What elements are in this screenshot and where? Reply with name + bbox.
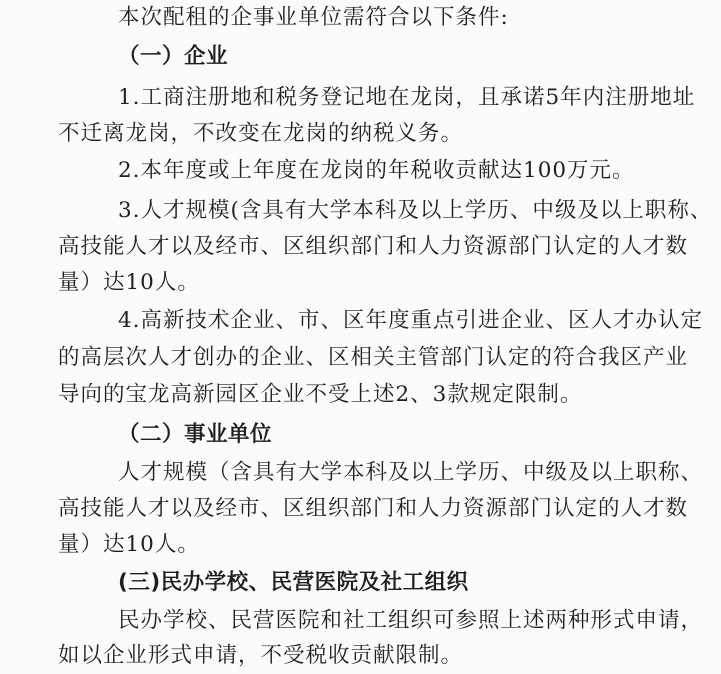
paragraph-text: 量）达10人。	[58, 532, 200, 557]
paragraph-text: 高技能人才以及经市、区组织部门和人力资源部门认定的人才数	[58, 496, 689, 521]
section-heading-institution: （二）事业单位	[118, 422, 273, 447]
paragraph-text: 不迁离龙岗，不改变在龙岗的纳税义务。	[58, 121, 464, 146]
paragraph-text: 3.人才规模(含具有大学本科及以上学历、中级及以上职称、	[118, 198, 713, 223]
paragraph-text: 民办学校、民营医院和社工组织可参照上述两种形式申请，	[118, 608, 704, 633]
paragraph-text: 如以企业形式申请，不受税收贡献限制。	[58, 643, 464, 668]
paragraph-text: 导向的宝龙高新园区企业不受上述2、3款规定限制。	[58, 382, 583, 407]
paragraph-text: 人才规模（含具有大学本科及以上学历、中级及以上职称、	[118, 460, 704, 485]
section-heading-private-orgs: (三)民办学校、民营医院及社工组织	[118, 570, 469, 595]
paragraph-text: 量）达10人。	[58, 270, 200, 295]
section-heading-enterprise: （一）企业	[118, 44, 229, 69]
paragraph-text: 的高层次人才创办的企业、区相关主管部门认定的符合我区产业	[58, 345, 689, 370]
paragraph-text: 4.高新技术企业、市、区年度重点引进企业、区人才办认定	[118, 308, 704, 333]
paragraph-text: 1.工商注册地和税务登记地在龙岗，且承诺5年内注册地址	[118, 85, 696, 110]
paragraph-text: 2.本年度或上年度在龙岗的年税收贡献达100万元。	[118, 158, 635, 183]
paragraph-text: 高技能人才以及经市、区组织部门和人力资源部门认定的人才数	[58, 234, 689, 259]
intro-text: 本次配租的企事业单位需符合以下条件:	[118, 5, 509, 30]
